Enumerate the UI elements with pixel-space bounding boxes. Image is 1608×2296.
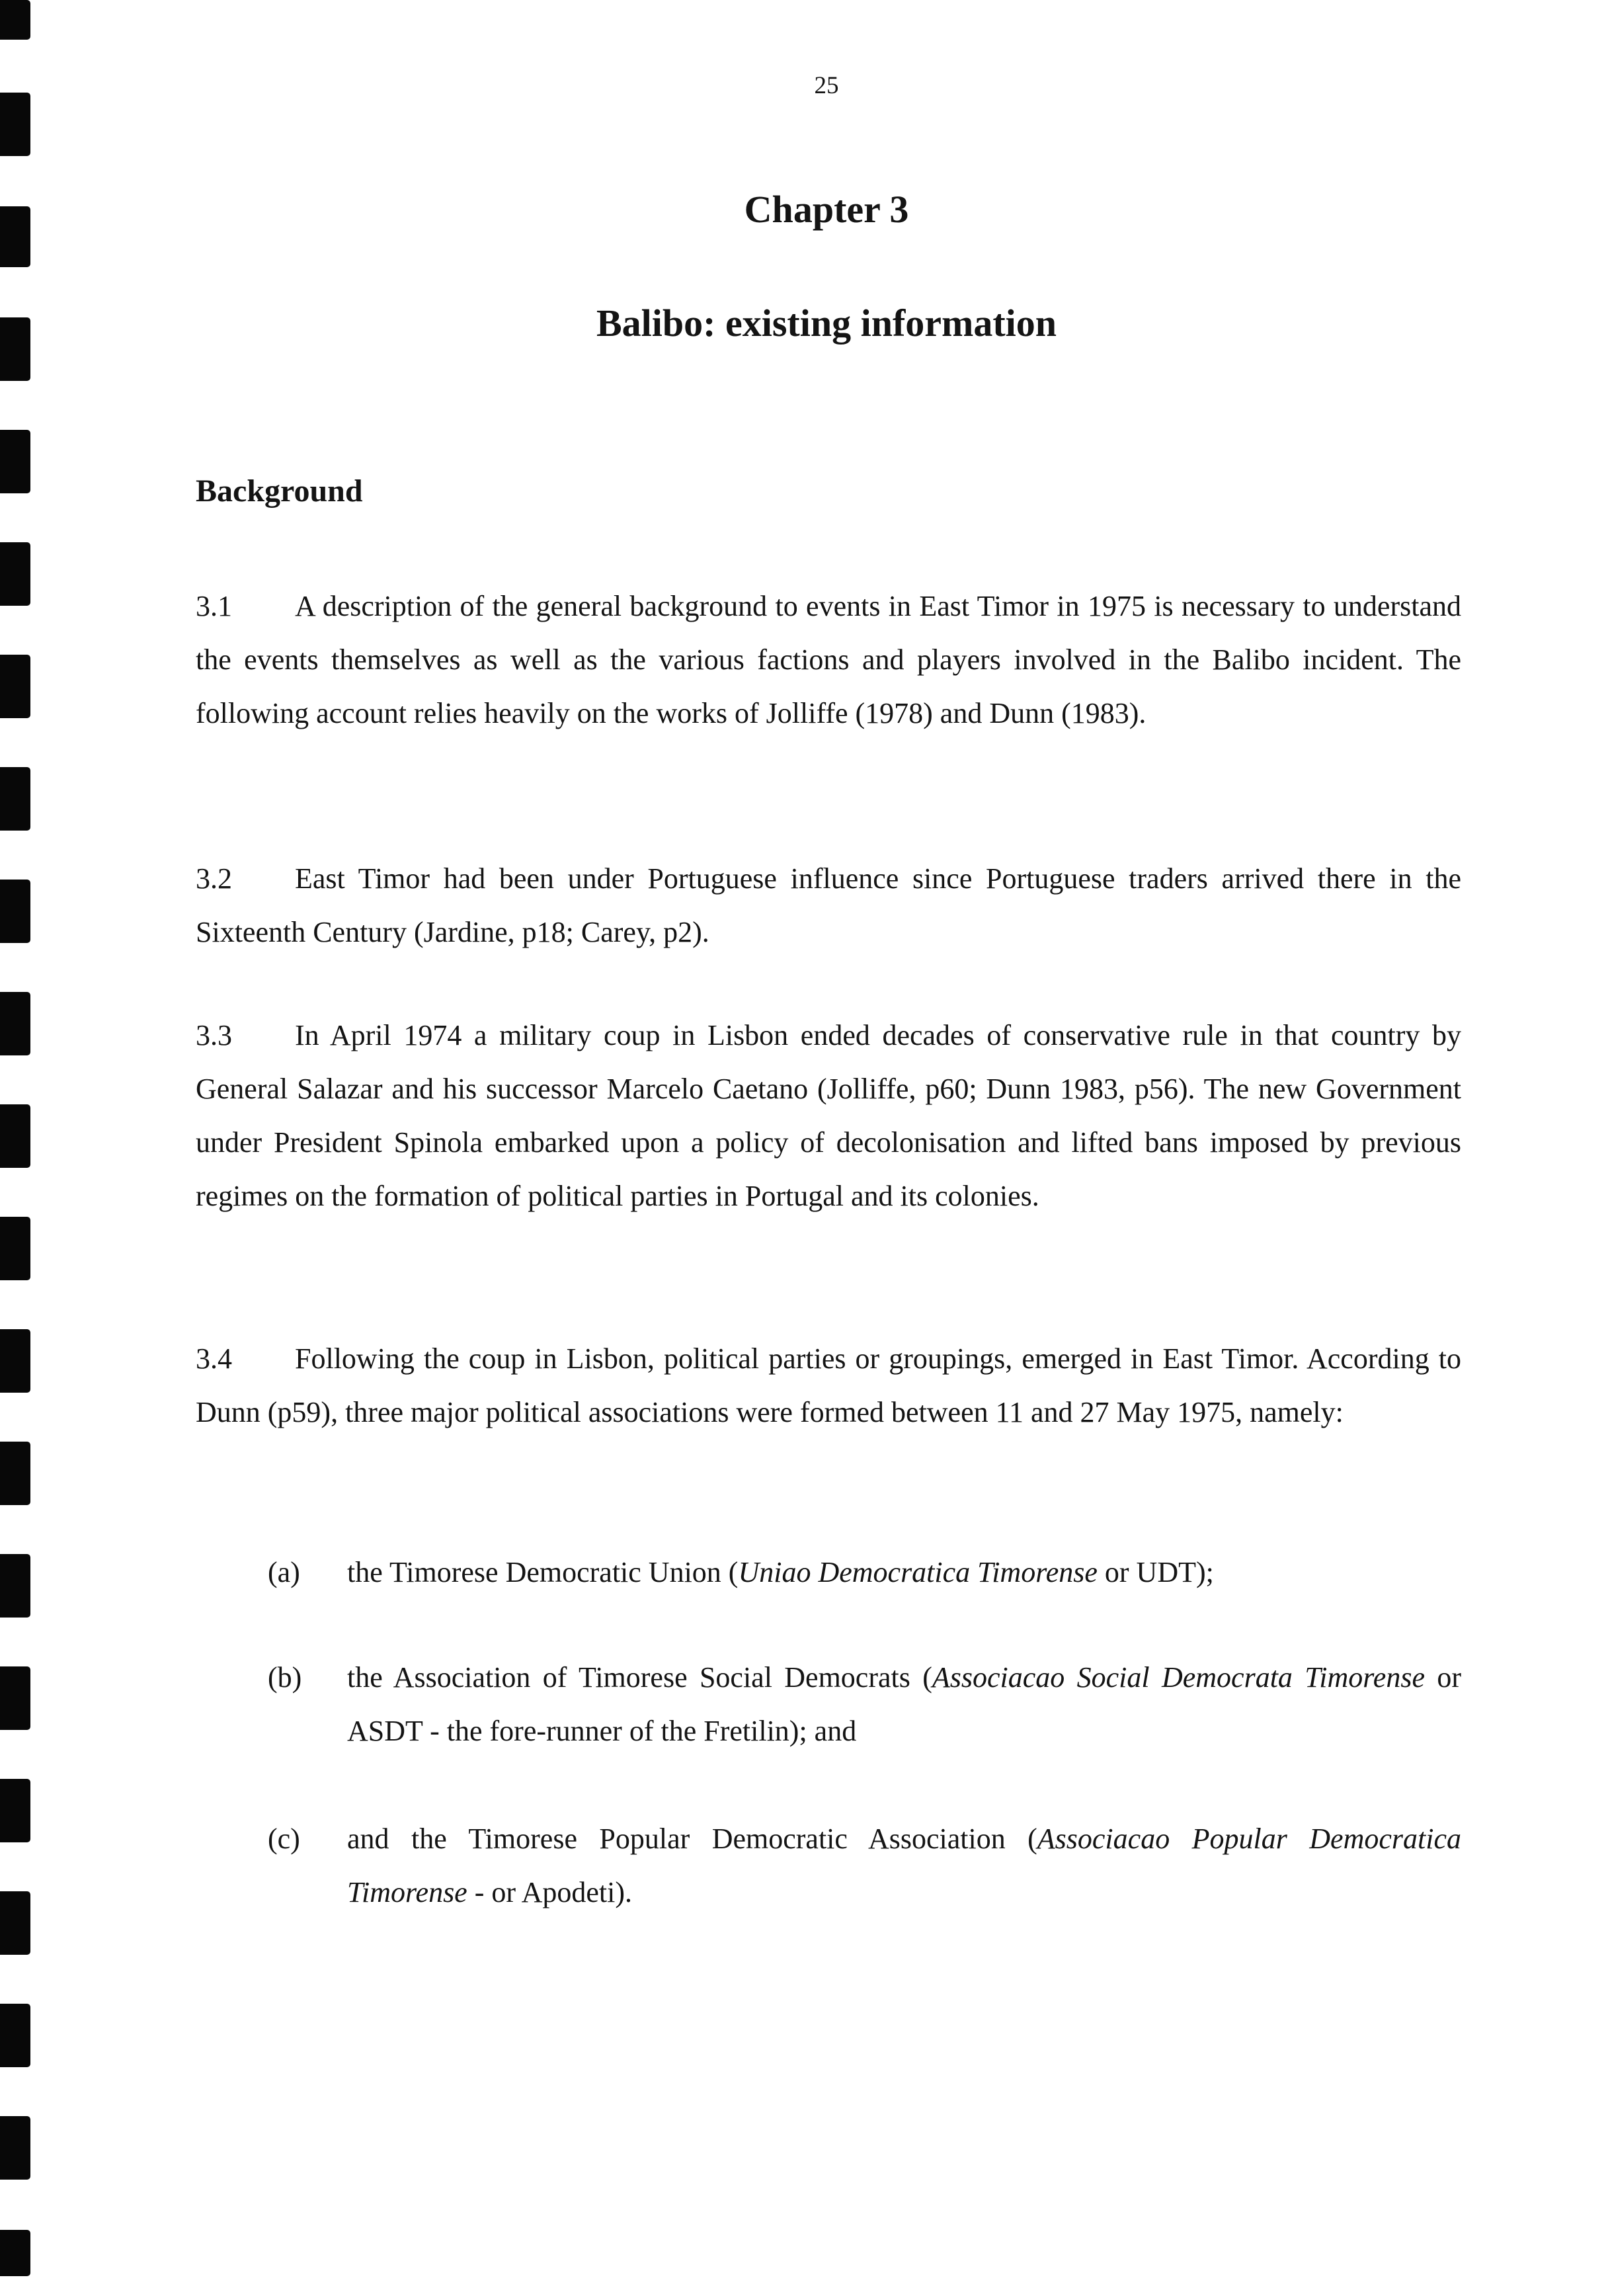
punch-hole	[0, 2004, 30, 2067]
list-item-a	[268, 1545, 1461, 1599]
list-item-label: (b)	[268, 1661, 302, 1694]
paragraph-3-1	[196, 579, 1461, 740]
punch-hole	[0, 206, 30, 267]
section-heading: Background	[196, 473, 363, 509]
list-item-label: (c)	[268, 1823, 300, 1855]
chapter-heading: Chapter 3	[744, 188, 909, 231]
punch-hole	[0, 93, 30, 156]
paragraph-number: 3.2	[196, 862, 232, 895]
punch-hole	[0, 1666, 30, 1730]
punch-hole	[0, 880, 30, 943]
list-item-text: the Timorese Democratic Union (Uniao Democratica Timorense or UDT);	[347, 1556, 1214, 1588]
punch-hole	[0, 430, 30, 493]
paragraph-text: East Timor had been under Portuguese influence since Portuguese traders arrived there in the Sixteenth Century (Jardine, p18; Carey, p2).	[196, 862, 1461, 948]
punch-hole	[0, 1891, 30, 1955]
punch-hole	[0, 1217, 30, 1280]
paragraph-3-4	[196, 1332, 1461, 1439]
paragraph-3-2	[196, 852, 1461, 959]
list-item-label: (a)	[268, 1556, 300, 1588]
paragraph-text: Following the coup in Lisbon, political parties or groupings, emerged in East Timor. According to Dunn (p59), three major political associations were formed between 11 and 27 May 1975, namely:	[196, 1342, 1461, 1428]
paragraph-number: 3.4	[196, 1342, 232, 1375]
punch-hole	[0, 317, 30, 381]
punch-hole	[0, 992, 30, 1055]
binding-punch-holes	[0, 0, 40, 2296]
paragraph-number: 3.3	[196, 1019, 232, 1051]
page-number: 25	[814, 72, 839, 99]
punch-hole	[0, 1442, 30, 1505]
punch-hole	[0, 542, 30, 606]
punch-hole	[0, 1104, 30, 1168]
paragraph-number: 3.1	[196, 590, 232, 622]
list-item-text: and the Timorese Popular Democratic Association (Associacao Popular Democratica Timorense - or Apodeti).	[347, 1823, 1461, 1908]
punch-hole	[0, 2116, 30, 2180]
punch-hole	[0, 767, 30, 831]
paragraph-text: In April 1974 a military coup in Lisbon ended decades of conservative rule in that country by General Salazar and his successor Marcelo Caetano (Jolliffe, p60; Dunn 1983, p56). The new Government under President Spinola embarked upon a policy of decolonisation and lifted bans imposed by previous regimes on the formation of political parties in Portugal and its colonies.	[196, 1019, 1461, 1212]
list-item-b	[268, 1651, 1461, 1758]
list-item-c	[268, 1812, 1461, 1919]
punch-hole	[0, 655, 30, 718]
punch-hole	[0, 1779, 30, 1842]
punch-hole	[0, 1329, 30, 1393]
list-item-text: the Association of Timorese Social Democrats (Associacao Social Democrata Timorense or ASDT - the fore-runner of the Fretilin); and	[347, 1661, 1461, 1747]
punch-hole	[0, 2230, 30, 2276]
punch-hole	[0, 0, 30, 40]
page-title: Balibo: existing information	[596, 302, 1057, 345]
paragraph-text: A description of the general background to events in East Timor in 1975 is necessary to understand the events themselves as well as the various factions and players involved in the Balibo incident. The following account relies heavily on the works of Jolliffe (1978) and Dunn (1983).	[196, 590, 1461, 729]
punch-hole	[0, 1554, 30, 1618]
paragraph-3-3	[196, 1008, 1461, 1223]
